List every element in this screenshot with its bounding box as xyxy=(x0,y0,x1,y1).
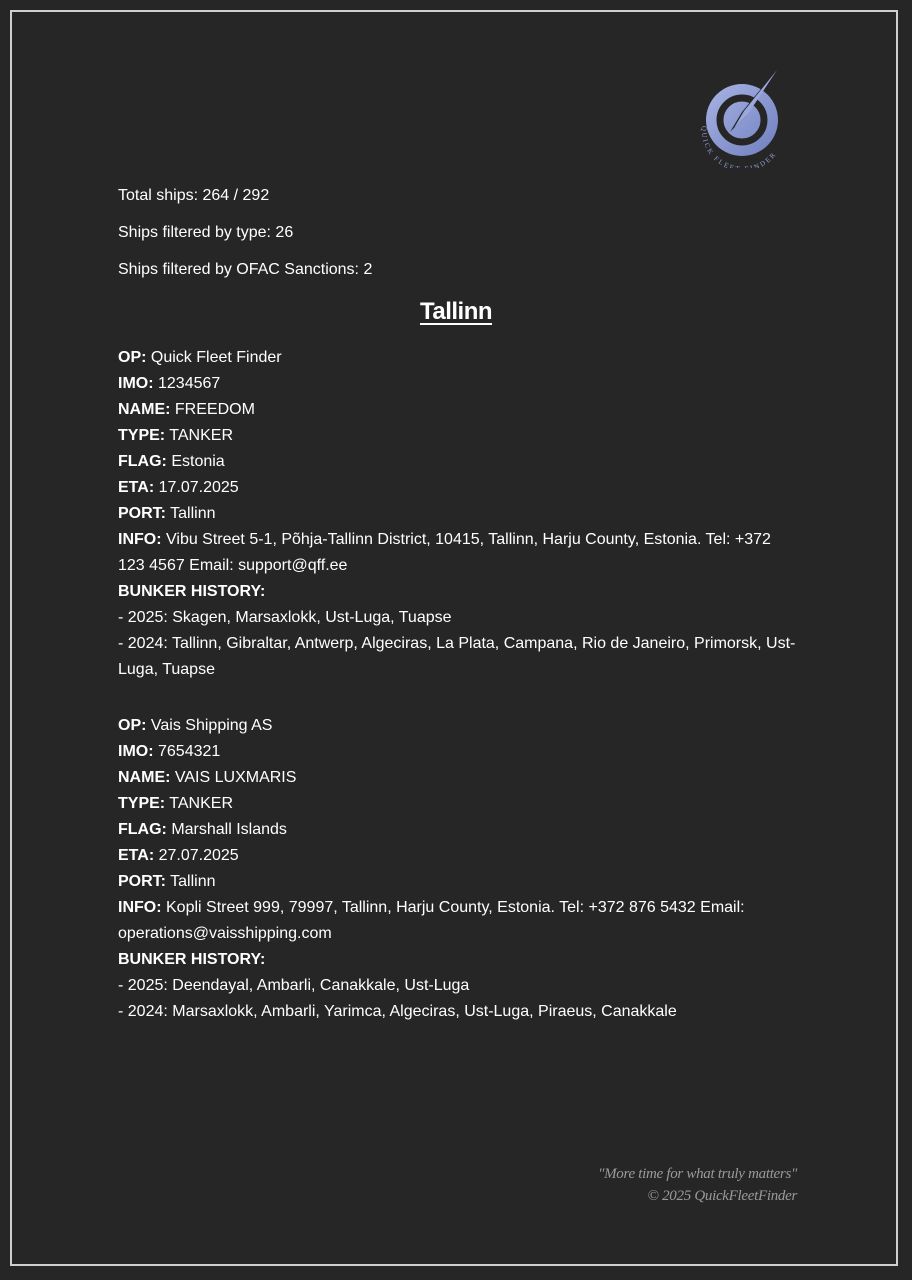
imo-label: IMO: xyxy=(118,743,154,760)
eta-label: ETA: xyxy=(118,847,155,864)
city-title: Tallinn xyxy=(419,298,493,325)
info-label: INFO: xyxy=(118,899,162,916)
flag-row xyxy=(118,817,798,843)
imo-row xyxy=(118,739,798,765)
ship-record xyxy=(118,345,798,683)
flag-row xyxy=(118,449,798,475)
type-value: TANKER xyxy=(169,427,233,444)
port-label: PORT: xyxy=(118,873,166,890)
info-value: Kopli Street 999, 79997, Tallinn, Harju County, Estonia. Tel: +372 876 5432 Email: operations@vaisshipping.com xyxy=(118,899,745,942)
info-label: INFO: xyxy=(118,531,162,548)
op-row xyxy=(118,345,798,371)
op-row xyxy=(118,713,798,739)
info-row xyxy=(118,895,798,947)
ship-record xyxy=(118,713,798,1025)
eta-label: ETA: xyxy=(118,479,155,496)
type-label: TYPE: xyxy=(118,427,166,444)
bunker-history-2024: - 2024: Tallinn, Gibraltar, Antwerp, Algeciras, La Plata, Campana, Rio de Janeiro, Primorsk, Ust-Luga, Tuapse xyxy=(118,635,796,678)
info-value: Vibu Street 5-1, Põhja-Tallinn District, 10415, Tallinn, Harju County, Estonia. Tel: +372 123 4567 Email: support@qff.ee xyxy=(118,531,771,574)
bunker-history-2024: - 2024: Marsaxlokk, Ambarli, Yarimca, Algeciras, Ust-Luga, Piraeus, Canakkale xyxy=(118,1003,677,1020)
type-row xyxy=(118,423,798,449)
filtered-by-ofac-stat: Ships filtered by OFAC Sanctions: 2 xyxy=(118,261,373,278)
op-value: Quick Fleet Finder xyxy=(150,349,282,366)
name-row xyxy=(118,765,798,791)
type-label: TYPE: xyxy=(118,795,166,812)
op-label: OP: xyxy=(118,349,147,366)
ship-stats xyxy=(118,186,372,297)
quick-fleet-finder-logo xyxy=(694,64,790,168)
eta-value: 27.07.2025 xyxy=(158,847,239,864)
imo-value: 1234567 xyxy=(158,375,221,392)
name-label: NAME: xyxy=(118,769,171,786)
bunker-history-2025: - 2025: Skagen, Marsaxlokk, Ust-Luga, Tuapse xyxy=(118,609,452,626)
compass-logo-icon xyxy=(694,64,790,168)
flag-value: Estonia xyxy=(171,453,225,470)
flag-label: FLAG: xyxy=(118,453,167,470)
bunker-history-2025: - 2025: Deendayal, Ambarli, Canakkale, Ust-Luga xyxy=(118,977,470,994)
bunker-history-label: BUNKER HISTORY: xyxy=(118,583,266,600)
port-row xyxy=(118,501,798,527)
type-value: TANKER xyxy=(169,795,233,812)
eta-row xyxy=(118,475,798,501)
eta-row xyxy=(118,843,798,869)
type-row xyxy=(118,791,798,817)
port-row xyxy=(118,869,798,895)
svg-text:QUICK FLEET FINDER: QUICK FLEE NDER xyxy=(699,125,779,168)
footer-copyright: © 2025 QuickFleetFinder xyxy=(647,1188,797,1204)
filtered-by-type-stat: Ships filtered by type: 26 xyxy=(118,224,294,241)
flag-label: FLAG: xyxy=(118,821,167,838)
port-label: PORT: xyxy=(118,505,166,522)
name-row xyxy=(118,397,798,423)
name-value: FREEDOM xyxy=(174,401,255,418)
port-value: Tallinn xyxy=(170,505,216,522)
port-value: Tallinn xyxy=(170,873,216,890)
imo-value: 7654321 xyxy=(158,743,221,760)
name-value: VAIS LUXMARIS xyxy=(174,769,297,786)
imo-row xyxy=(118,371,798,397)
footer-slogan: "More time for what truly matters" xyxy=(598,1166,797,1182)
op-value: Vais Shipping AS xyxy=(150,717,273,734)
eta-value: 17.07.2025 xyxy=(158,479,239,496)
info-row xyxy=(118,527,798,579)
flag-value: Marshall Islands xyxy=(171,821,287,838)
footer xyxy=(598,1163,797,1207)
total-ships-stat: Total ships: 264 / 292 xyxy=(118,187,270,204)
name-label: NAME: xyxy=(118,401,171,418)
imo-label: IMO: xyxy=(118,375,154,392)
op-label: OP: xyxy=(118,717,147,734)
bunker-history-label: BUNKER HISTORY: xyxy=(118,951,266,968)
